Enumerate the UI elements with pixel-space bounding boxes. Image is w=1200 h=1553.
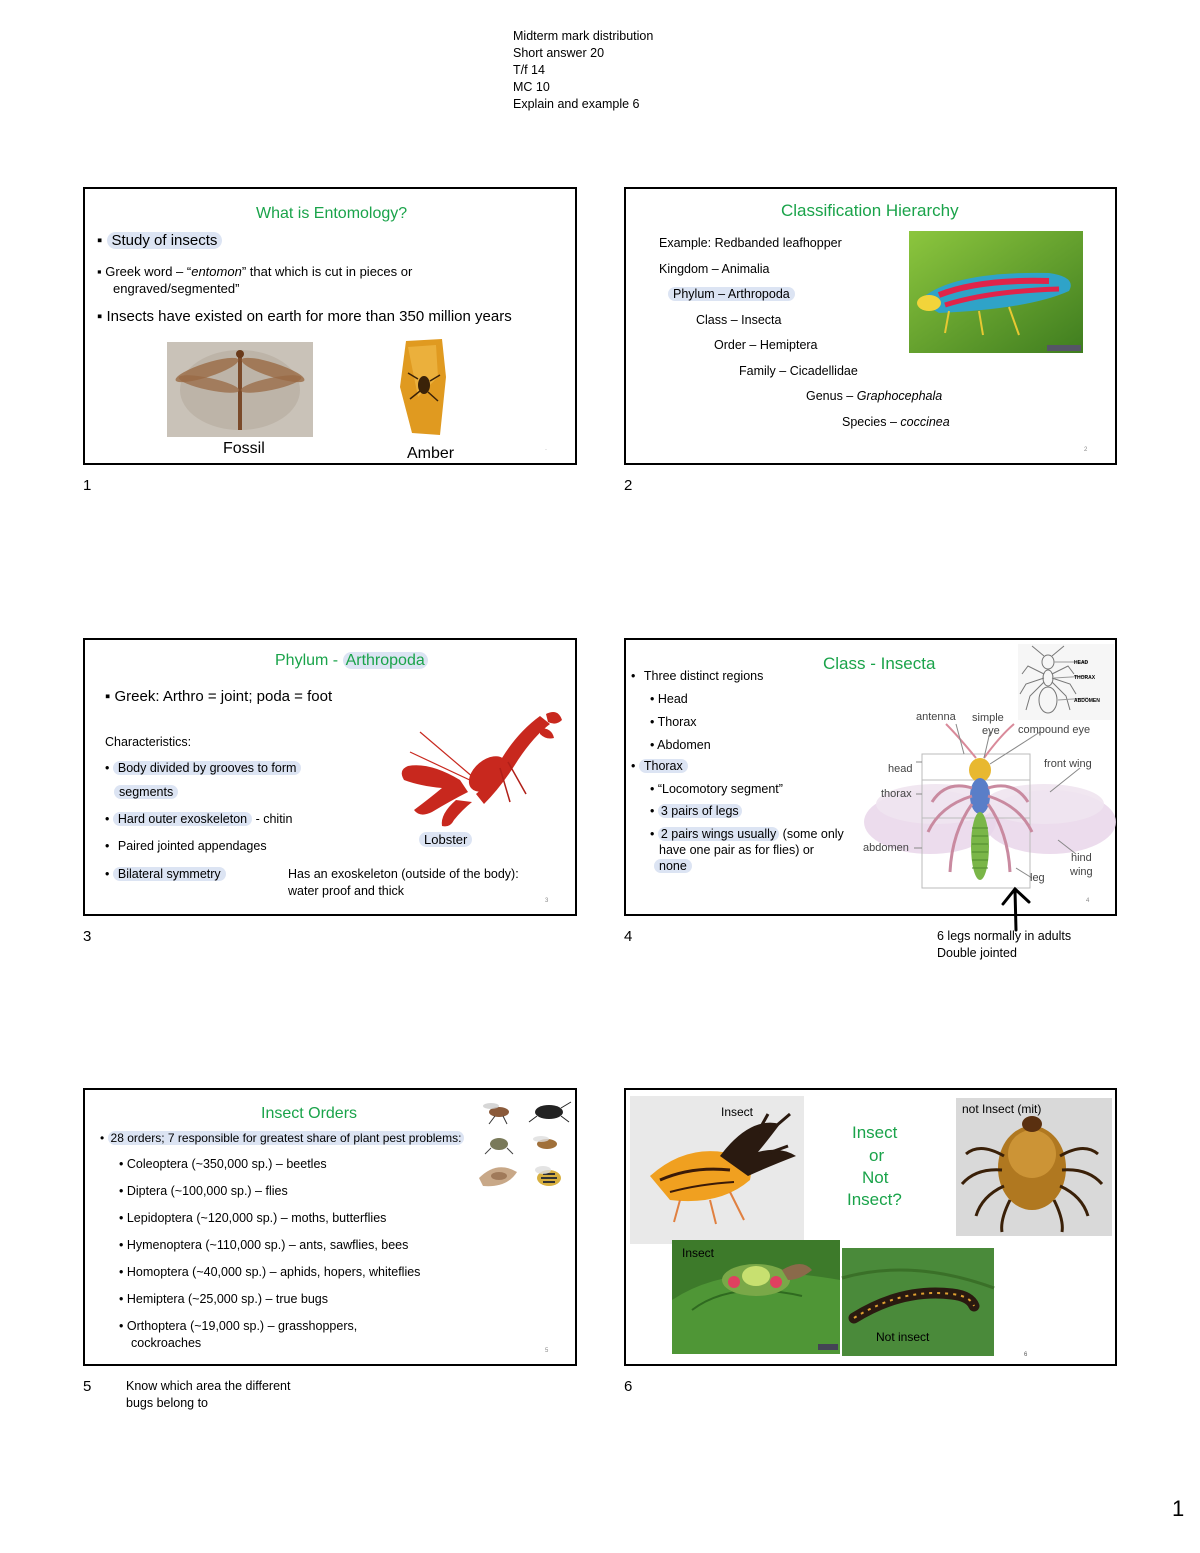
text: Diptera (~100,000 sp.) – flies <box>126 1184 288 1198</box>
amber-label: Amber <box>407 445 455 462</box>
slide-title: What is Entomology? <box>256 205 408 222</box>
insect-anatomy-diagram <box>860 711 1116 898</box>
highlight: 2 pairs wings usually <box>658 827 779 841</box>
slide-1 <box>83 187 577 465</box>
slide-5 <box>83 1088 577 1366</box>
slide-4 <box>624 638 1117 916</box>
label-leg: leg <box>1030 872 1045 884</box>
note-line: bugs belong to <box>126 1396 209 1410</box>
classification-family: Family – Cicadellidae <box>739 364 858 378</box>
label-abdomen: abdomen <box>863 842 909 854</box>
slide-page-marker: 3 <box>545 898 549 904</box>
slide-title: Classification Hierarchy <box>781 201 959 220</box>
bug-thumbnail-icon <box>485 1138 513 1154</box>
text: Hemiptera (~25,000 sp.) – true bugs <box>126 1292 329 1306</box>
highlight: Arthropoda <box>343 652 428 669</box>
mini-label-head: HEAD <box>1074 660 1089 666</box>
highlight: Hard outer exoskeleton <box>113 812 252 826</box>
slide-6 <box>624 1088 1117 1366</box>
sub-bullet: • 3 pairs of legs <box>650 804 742 818</box>
highlight: Phylum – Arthropoda <box>668 287 795 301</box>
question-line: Not <box>862 1168 889 1187</box>
exoskeleton-note: water proof and thick <box>288 884 405 898</box>
question-line: Insect <box>852 1123 898 1142</box>
note-line: Double jointed <box>937 946 1017 960</box>
text: ” that which is cut in pieces or <box>241 264 413 279</box>
slide-page-marker: 2 <box>1084 447 1088 453</box>
characteristic: • Bilateral symmetry <box>105 867 226 881</box>
tick-image <box>956 1098 1112 1236</box>
label-thorax: thorax <box>881 788 912 800</box>
mini-label-thorax: THORAX <box>1074 675 1096 681</box>
highlight: segments <box>114 785 178 799</box>
characteristics-heading: Characteristics: <box>105 735 192 749</box>
slide-number: 2 <box>624 477 633 494</box>
text: Genus – <box>806 389 857 403</box>
label-eye: eye <box>982 725 1000 737</box>
caterpillar-image <box>672 1240 840 1354</box>
slide-number: 6 <box>624 1378 633 1395</box>
note-line: 6 legs normally in adults <box>937 929 1072 943</box>
italic-text: entomon <box>191 264 242 279</box>
bullet: ▪ Greek: Arthro = joint; poda = foot <box>105 688 333 705</box>
order-item: • Hemiptera (~25,000 sp.) – true bugs <box>119 1292 329 1306</box>
text: - chitin <box>252 812 293 826</box>
highlight: Body divided by grooves to form <box>113 761 302 775</box>
text: Abdomen <box>657 738 711 752</box>
midterm-line: Midterm mark distribution <box>513 29 654 43</box>
slide-title: Insect Orders <box>261 1105 358 1122</box>
text: “Locomotory segment” <box>657 782 783 796</box>
tick-label: not Insect (mit) <box>962 1102 1042 1116</box>
highlight: Thorax <box>639 759 688 773</box>
order-item: • Lepidoptera (~120,000 sp.) – moths, butterflies <box>119 1211 387 1225</box>
fly-thumbnail-icon <box>483 1103 509 1124</box>
fossil-label: Fossil <box>223 440 265 457</box>
sub-bullet-continuation: have one pair as for flies) or <box>659 843 814 857</box>
midterm-line: Short answer 20 <box>513 46 605 60</box>
slide-number: 5 <box>83 1378 92 1395</box>
lobster-label <box>419 832 472 847</box>
classification-species <box>842 415 950 429</box>
page-number: 1 <box>1172 1496 1185 1521</box>
text: Coleoptera (~350,000 sp.) – beetles <box>126 1157 327 1171</box>
bullet-continuation: engraved/segmented” <box>113 281 240 296</box>
label-hind: hind <box>1071 852 1092 864</box>
characteristic-continuation <box>114 785 178 799</box>
bullet: ▪ Insects have existed on earth for more than 350 million years <box>97 308 512 325</box>
highlight: 3 pairs of legs <box>658 804 742 818</box>
slide-number: 3 <box>83 928 92 945</box>
bullet: • 28 orders; 7 responsible for greatest share of plant pest problems: <box>100 1131 464 1145</box>
caterpillar-label: Insect <box>682 1246 715 1260</box>
italic-text: coccinea <box>900 415 950 429</box>
text: (some only <box>779 827 844 841</box>
sub-bullet: • Abdomen <box>650 738 711 752</box>
mini-insect-diagram <box>1018 644 1114 720</box>
classification-class: Class – Insecta <box>696 313 782 327</box>
millipede-label: Not insect <box>876 1330 930 1344</box>
bee-thumbnail-icon <box>535 1166 561 1186</box>
slide-page-marker: 5 <box>545 1348 549 1354</box>
slide-page-marker: · <box>545 447 547 453</box>
midterm-line: T/f 14 <box>513 63 545 77</box>
bullet: ▪ Study of insects <box>97 232 222 249</box>
highlight: 28 orders; 7 responsible for greatest share of plant pest problems: <box>108 1131 465 1145</box>
moth-thumbnail-icon <box>479 1167 517 1186</box>
note-line: Know which area the different <box>126 1379 291 1393</box>
midterm-line: Explain and example 6 <box>513 97 640 111</box>
bullet: • Three distinct regions <box>631 669 764 683</box>
classification-kingdom: Kingdom – Animalia <box>659 262 770 276</box>
label-front-wing: front wing <box>1044 758 1092 770</box>
classification-example: Example: Redbanded leafhopper <box>659 236 842 250</box>
characteristic: • Paired jointed appendages <box>105 839 267 853</box>
label-antenna: antenna <box>916 711 956 723</box>
slide-2 <box>624 187 1117 465</box>
order-item: • Hymenoptera (~110,000 sp.) – ants, sawflies, bees <box>119 1238 409 1252</box>
sub-bullet: • “Locomotory segment” <box>650 782 783 796</box>
text: Greek word – “ <box>105 264 192 279</box>
label-compound-eye: compound eye <box>1018 724 1091 736</box>
order-item: • Coleoptera (~350,000 sp.) – beetles <box>119 1157 327 1171</box>
highlight: none <box>654 859 692 873</box>
order-item: • Diptera (~100,000 sp.) – flies <box>119 1184 288 1198</box>
text: Thorax <box>657 715 697 729</box>
slide-page-marker: 4 <box>1086 898 1090 904</box>
handwritten-note-orders <box>126 1378 290 1412</box>
text: Paired jointed appendages <box>117 839 267 853</box>
label-simple: simple <box>972 712 1004 724</box>
text: Three distinct regions <box>643 669 764 683</box>
sub-bullet: • 2 pairs wings usually (some only <box>650 827 844 841</box>
handwritten-note-legs <box>937 928 1071 962</box>
text: Head <box>657 692 688 706</box>
highlight: Lobster <box>419 832 472 847</box>
slide-title: Class - Insecta <box>823 654 936 673</box>
italic-text: Graphocephala <box>856 389 943 403</box>
exoskeleton-note: Has an exoskeleton (outside of the body): <box>288 867 519 881</box>
order-item: • Orthoptera (~19,000 sp.) – grasshoppers, <box>119 1319 358 1333</box>
label-wing: wing <box>1070 866 1093 878</box>
slide-page-marker: 6 <box>1024 1352 1028 1358</box>
treehopper-image <box>630 1096 804 1244</box>
wasp-thumbnail-icon <box>533 1136 557 1149</box>
sub-bullet: • Head <box>650 692 688 706</box>
slide-title <box>275 652 428 670</box>
sub-bullet-continuation <box>654 859 692 873</box>
slide-3 <box>83 638 577 916</box>
insect-thumbnails-image <box>477 1096 573 1194</box>
classification-genus <box>806 389 942 403</box>
beetle-thumbnail-icon <box>529 1102 571 1122</box>
highlight: Study of insects <box>107 232 223 249</box>
order-item: • Homoptera (~40,000 sp.) – aphids, hopers, whiteflies <box>119 1265 421 1279</box>
bullet: • Thorax <box>631 759 688 773</box>
millipede-image <box>842 1248 994 1356</box>
text: Insects have existed on earth for more than 350 million years <box>106 308 512 325</box>
classification-order: Order – Hemiptera <box>714 338 818 352</box>
slide-number: 4 <box>624 928 633 945</box>
sub-bullet: • Thorax <box>650 715 697 729</box>
handwritten-arrow-icon <box>998 886 1034 932</box>
bullet: ▪ Greek word – “entomon” that which is cut in pieces or <box>97 264 413 279</box>
fossil-image <box>167 342 313 437</box>
text: Lepidoptera (~120,000 sp.) – moths, butterflies <box>126 1211 387 1225</box>
midterm-line: MC 10 <box>513 80 550 94</box>
mini-label-abdomen: ABDOMEN <box>1074 698 1100 704</box>
characteristic: • Hard outer exoskeleton - chitin <box>105 812 293 826</box>
text: Species – <box>842 415 901 429</box>
text: Phylum - <box>275 652 343 669</box>
text: Orthoptera (~19,000 sp.) – grasshoppers, <box>126 1319 358 1333</box>
text: Greek: Arthro = joint; poda = foot <box>114 688 333 705</box>
question-line: or <box>869 1146 885 1165</box>
classification-phylum <box>668 287 795 301</box>
highlight: Bilateral symmetry <box>113 867 226 881</box>
lobster-image <box>390 702 565 832</box>
text: Hymenoptera (~110,000 sp.) – ants, sawflies, bees <box>126 1238 409 1252</box>
midterm-notes <box>513 28 653 113</box>
question-line: Insect? <box>847 1190 902 1209</box>
order-item-continuation: cockroaches <box>131 1336 202 1350</box>
leafhopper-image <box>909 231 1083 353</box>
label-head: head <box>888 763 913 775</box>
characteristic: • Body divided by grooves to form <box>105 761 301 775</box>
treehopper-label: Insect <box>721 1105 754 1119</box>
slide-number: 1 <box>83 477 92 494</box>
text: Homoptera (~40,000 sp.) – aphids, hopers, whiteflies <box>126 1265 421 1279</box>
amber-image <box>398 337 448 437</box>
